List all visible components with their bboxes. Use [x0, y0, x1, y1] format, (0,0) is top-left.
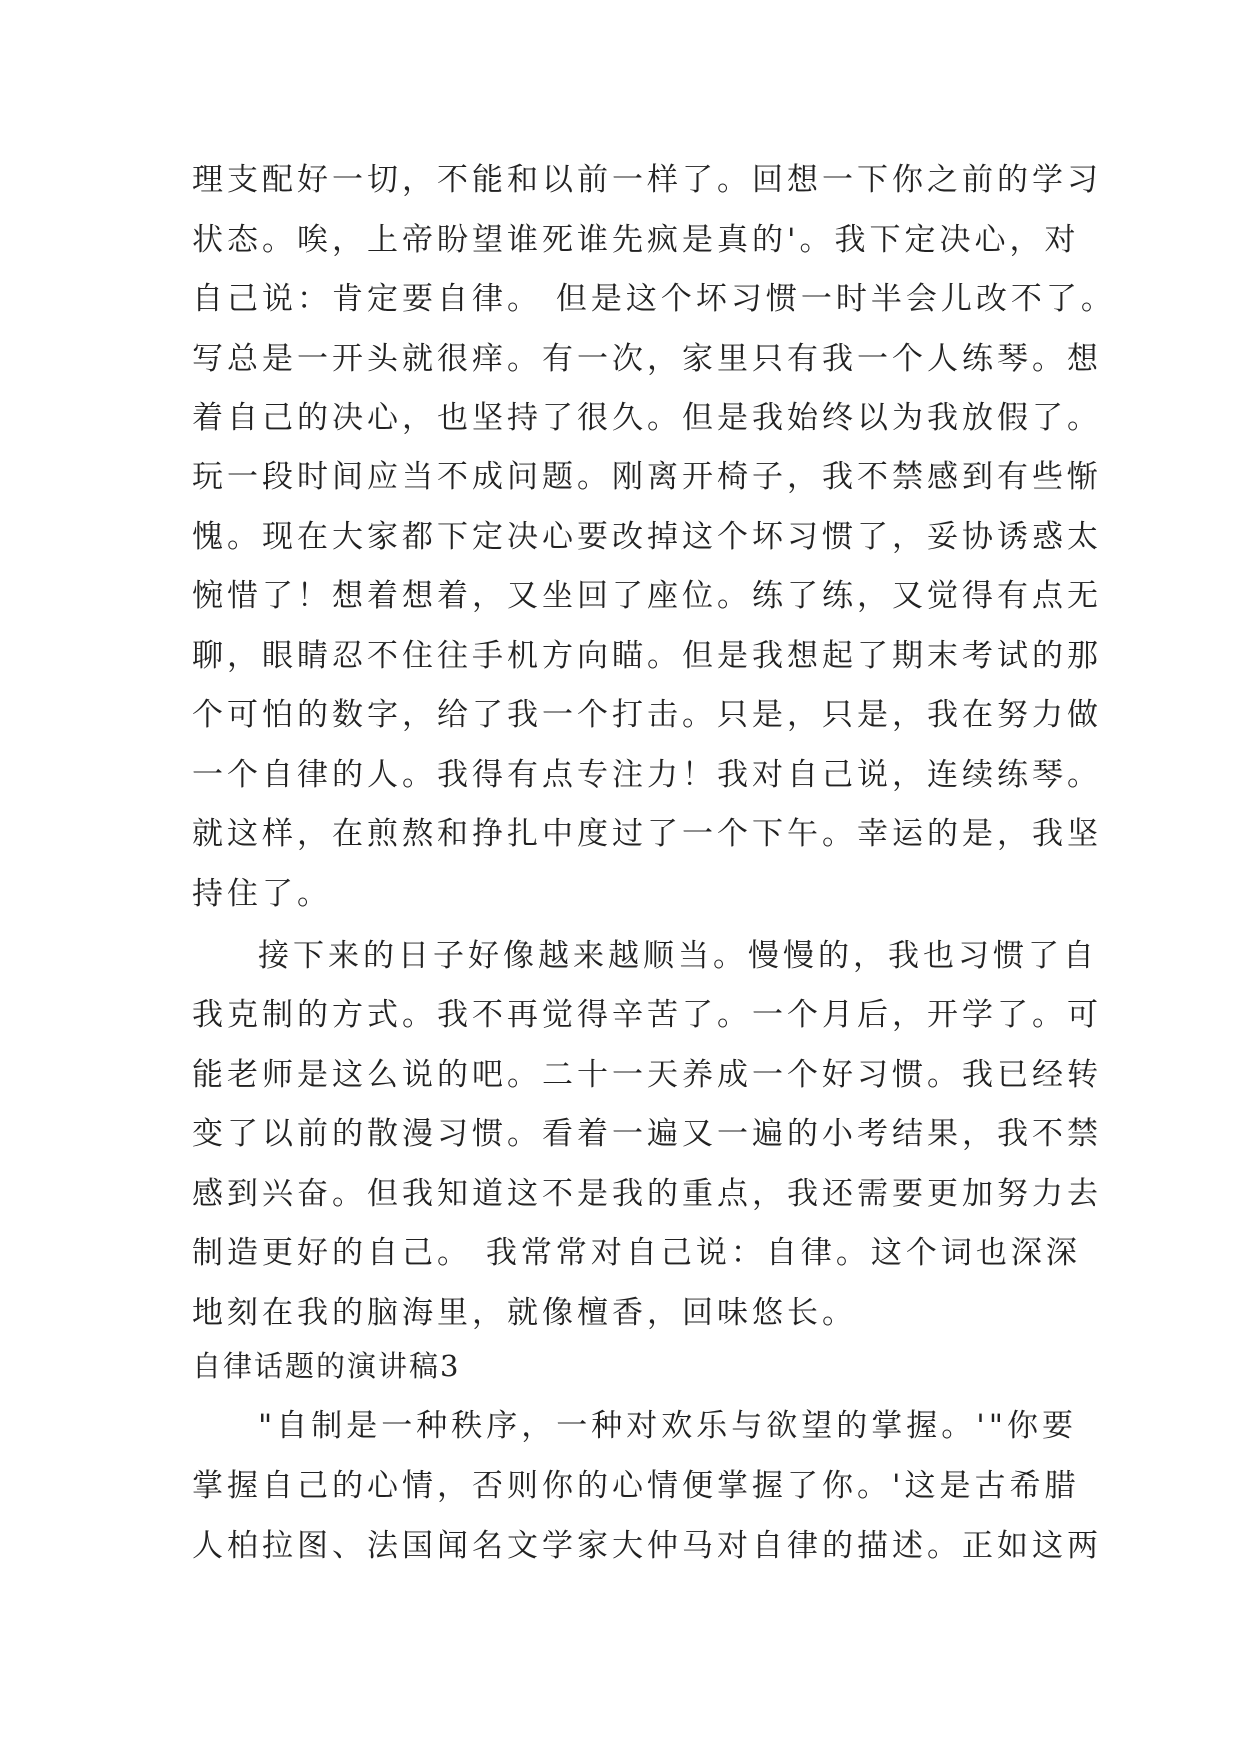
- text-line: 掌握自己的心情，否则你的心情便掌握了你。'这是古希腊: [192, 1468, 1080, 1504]
- text-line: 制造更好的自己。 我常常对自己说：自律。这个词也深深: [192, 1235, 1081, 1271]
- text-line: 就这样，在煎熬和挣扎中度过了一个下午。幸运的是，我坚: [192, 816, 1102, 852]
- text-line: 着自己的决心，也坚持了很久。但是我始终以为我放假了。: [192, 400, 1102, 436]
- text-line: 状态。唉，上帝盼望谁死谁先疯是真的'。我下定决心，对: [192, 222, 1080, 258]
- text-line: 玩一段时间应当不成问题。刚离开椅子，我不禁感到有些惭: [192, 459, 1102, 495]
- text-line: 能老师是这么说的吧。二十一天养成一个好习惯。我已经转: [192, 1057, 1102, 1093]
- section-heading: 自律话题的演讲稿3: [192, 1349, 461, 1383]
- text-line: 个可怕的数字，给了我一个打击。只是，只是，我在努力做: [192, 697, 1102, 733]
- text-line: 持住了。: [192, 876, 332, 912]
- text-line: 聊，眼睛忍不住往手机方向瞄。但是我想起了期末考试的那: [192, 638, 1102, 674]
- text-line: 写总是一开头就很痒。有一次，家里只有我一个人练琴。想: [192, 341, 1102, 377]
- text-line: 惋惜了！想着想着，又坐回了座位。练了练，又觉得有点无: [192, 578, 1102, 614]
- text-line: 人柏拉图、法国闻名文学家大仲马对自律的描述。正如这两: [192, 1528, 1102, 1564]
- text-line: 变了以前的散漫习惯。看着一遍又一遍的小考结果，我不禁: [192, 1116, 1102, 1152]
- text-line: 地刻在我的脑海里，就像檀香，回味悠长。: [192, 1295, 857, 1331]
- text-line: 一个自律的人。我得有点专注力！我对自己说，连续练琴。: [192, 757, 1102, 793]
- text-line: 感到兴奋。但我知道这不是我的重点，我还需要更加努力去: [192, 1176, 1102, 1212]
- text-line: 我克制的方式。我不再觉得辛苦了。一个月后，开学了。可: [192, 997, 1102, 1033]
- paragraph-start-line: "自制是一种秩序，一种对欢乐与欲望的掌握。'"你要: [258, 1408, 1078, 1444]
- text-line: 自己说：肯定要自律。 但是这个坏习惯一时半会儿改不了。: [192, 281, 1116, 317]
- text-line: 理支配好一切，不能和以前一样了。回想一下你之前的学习: [192, 162, 1102, 198]
- paragraph-start-line: 接下来的日子好像越来越顺当。慢慢的，我也习惯了自: [258, 938, 1098, 974]
- text-line: 愧。现在大家都下定决心要改掉这个坏习惯了，妥协诱惑太: [192, 519, 1102, 555]
